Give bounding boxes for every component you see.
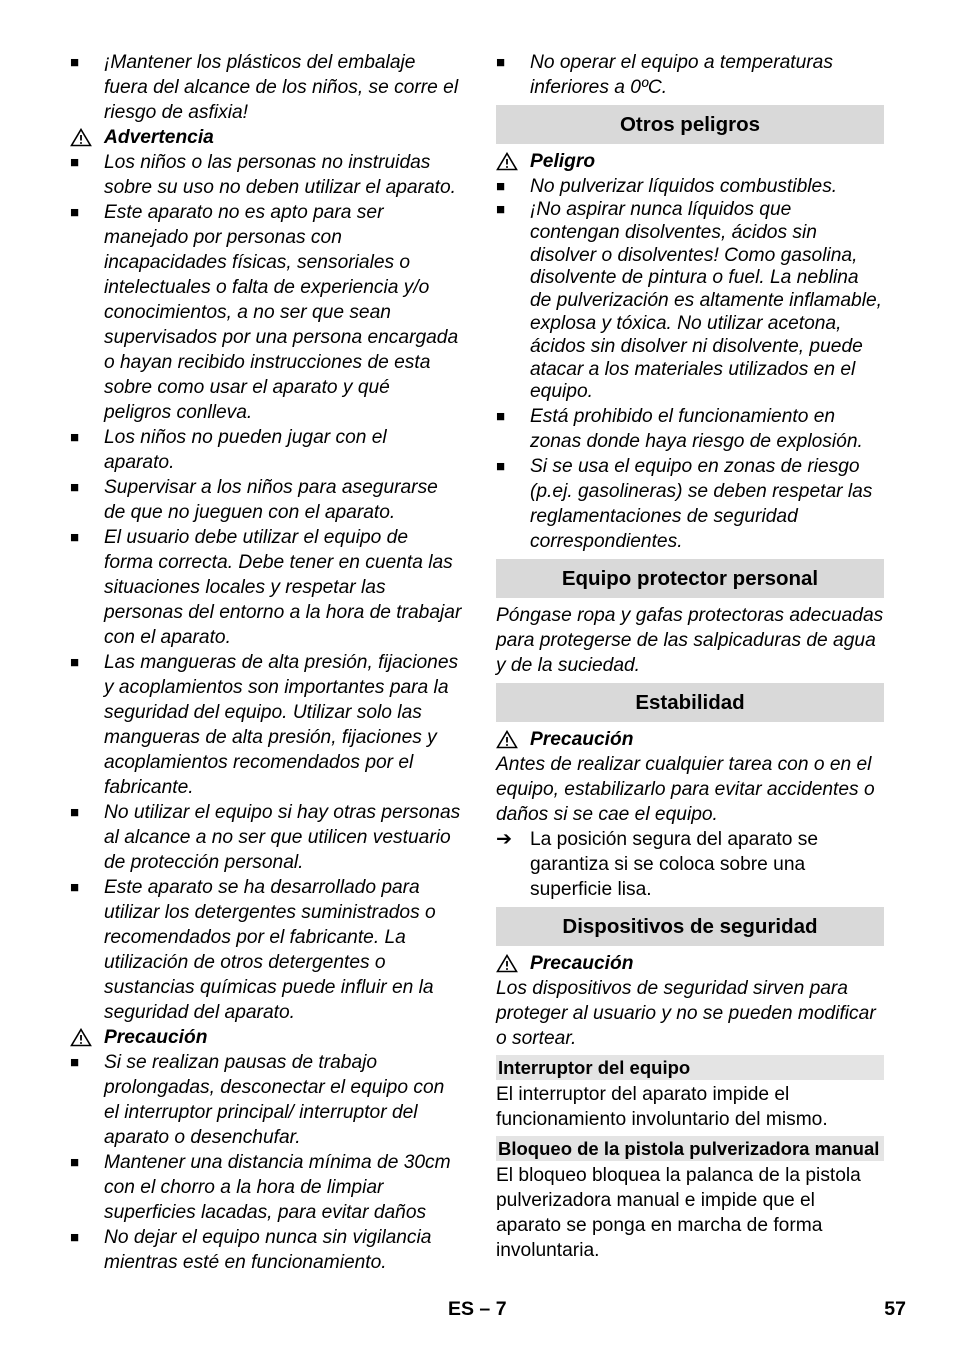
paragraph: El bloqueo bloquea la palanca de la pistola pulverizadora manual e impide que el aparato se ponga en marcha de forma involuntaria.: [496, 1165, 861, 1262]
square-bullet-icon: ■: [70, 54, 80, 71]
section-heading-dispositivos: Dispositivos de seguridad: [496, 907, 884, 946]
footer-section-code: ES – 7: [448, 1298, 507, 1320]
square-bullet-icon: ■: [70, 479, 80, 496]
square-bullet-icon: ■: [70, 1154, 80, 1171]
list-item: ■ Los niños no pueden jugar con el aparato.: [70, 427, 387, 473]
warning-heading: Advertencia: [70, 125, 462, 150]
list-item: ■ Este aparato se ha desarrollado para utilizar los detergentes suministrados o recomendados por el fabricante. La utilización de otros detergentes o sustancias químicas puede influir en la seguridad del aparato.: [70, 877, 436, 1023]
square-bullet-icon: ■: [70, 1054, 80, 1071]
section-heading-estabilidad: Estabilidad: [496, 683, 884, 722]
warning-triangle-icon: [496, 730, 530, 749]
caution-heading: Precaución: [496, 951, 884, 976]
square-bullet-icon: ■: [496, 408, 506, 426]
danger-heading: Peligro: [496, 149, 884, 174]
square-bullet-icon: ■: [70, 804, 80, 821]
list-item: ■ Si se usa el equipo en zonas de riesgo (p.ej. gasolineras) se deben respetar las reglamentaciones de seguridad correspondientes.: [496, 456, 873, 553]
section-heading-otros-peligros: Otros peligros: [496, 105, 884, 144]
list-item: ■ No pulverizar líquidos combustibles.: [496, 176, 838, 197]
square-bullet-icon: ■: [70, 154, 80, 171]
subheading-bloqueo: Bloqueo de la pistola pulverizadora manual: [496, 1136, 884, 1161]
list-item: ■ No operar el equipo a temperaturas inferiores a 0ºC.: [496, 52, 833, 98]
instruction-item: ➔ La posición segura del aparato se garantiza si se coloca sobre una superficie lisa.: [496, 829, 819, 901]
square-bullet-icon: ■: [496, 178, 506, 195]
subheading-interruptor: Interruptor del equipo: [496, 1055, 884, 1080]
list-item: ■ El usuario debe utilizar el equipo de forma correcta. Debe tener en cuenta las situaciones locales y respetar las personas del entorno a la hora de trabajar con el aparato.: [70, 527, 462, 648]
warning-triangle-icon: [70, 1028, 104, 1047]
left-column: [70, 50, 462, 1275]
list-item: ■ Si se realizan pausas de trabajo prolongadas, desconectar el equipo con el interruptor principal/ interruptor del aparato o desenchufar.: [70, 1052, 445, 1148]
list-item: ■ ¡No aspirar nunca líquidos que contengan disolventes, ácidos sin disolver o disolventes! Como gasolina, disolvente de pintura o fuel. La neblina de pulverización es altamente inflamable, explosa y tóxica. No utilizar acetona, ácidos sin disolver ni disolvente, puede atacar a los materiales utilizados en el equipo.: [496, 199, 882, 403]
square-bullet-icon: ■: [496, 458, 506, 476]
list-item: ■ Los niños o las personas no instruidas sobre su uso no deben utilizar el aparato.: [70, 152, 456, 198]
page-number: 57: [884, 1298, 906, 1320]
paragraph: El interruptor del aparato impide el funcionamiento involuntario del mismo.: [496, 1084, 828, 1131]
list-item: ■ Mantener una distancia mínima de 30cm con el chorro a la hora de limpiar superficies lacadas, para evitar daños: [70, 1152, 451, 1223]
caution-heading: Precaución: [70, 1025, 462, 1050]
paragraph: Los dispositivos de seguridad sirven para proteger al usuario y no se pueden modificar o sortear.: [496, 978, 876, 1050]
square-bullet-icon: ■: [496, 54, 506, 71]
square-bullet-icon: ■: [70, 654, 80, 671]
square-bullet-icon: ■: [70, 879, 80, 896]
paragraph: Póngase ropa y gafas protectoras adecuadas para protegerse de las salpicaduras de agua y de la suciedad.: [496, 605, 884, 677]
square-bullet-icon: ■: [70, 1229, 80, 1246]
list-item: ■ ¡Mantener los plásticos del embalaje fuera del alcance de los niños, se corre el riesgo de asfixia!: [70, 52, 459, 123]
list-item: ■ No utilizar el equipo si hay otras personas al alcance a no ser que utilicen vestuario de protección personal.: [70, 802, 461, 873]
list-item: ■ Este aparato no es apto para ser manejado por personas con incapacidades físicas, sensoriales o intelectuales o falta de experiencia y/o conocimientos, a no ser que sean supervisados por una persona encargada o hayan recibido instrucciones de esta sobre como usar el aparato y qué peligros conlleva.: [70, 202, 459, 423]
square-bullet-icon: ■: [70, 529, 80, 546]
right-column: [496, 50, 884, 1263]
square-bullet-icon: ■: [70, 204, 80, 221]
warning-triangle-icon: [496, 152, 530, 171]
list-item: ■ Supervisar a los niños para asegurarse de que no jueguen con el aparato.: [70, 477, 438, 523]
caution-heading: Precaución: [496, 727, 884, 752]
arrow-right-icon: ➔: [496, 829, 513, 851]
list-item: ■ Las mangueras de alta presión, fijaciones y acoplamientos son importantes para la seguridad del equipo. Utilizar solo las mangueras de alta presión, fijaciones y acoplamientos recomendados por el fabricante.: [70, 652, 459, 798]
square-bullet-icon: ■: [496, 201, 506, 218]
list-item: ■ No dejar el equipo nunca sin vigilancia mientras esté en funcionamiento.: [70, 1227, 432, 1273]
warning-triangle-icon: [496, 954, 530, 973]
section-heading-equipo-protector: Equipo protector personal: [496, 559, 884, 598]
paragraph: Antes de realizar cualquier tarea con o en el equipo, estabilizarlo para evitar accidentes o daños si se cae el equipo.: [496, 754, 875, 826]
list-item: ■ Está prohibido el funcionamiento en zonas donde haya riesgo de explosión.: [496, 406, 863, 453]
square-bullet-icon: ■: [70, 429, 80, 446]
warning-triangle-icon: [70, 128, 104, 147]
